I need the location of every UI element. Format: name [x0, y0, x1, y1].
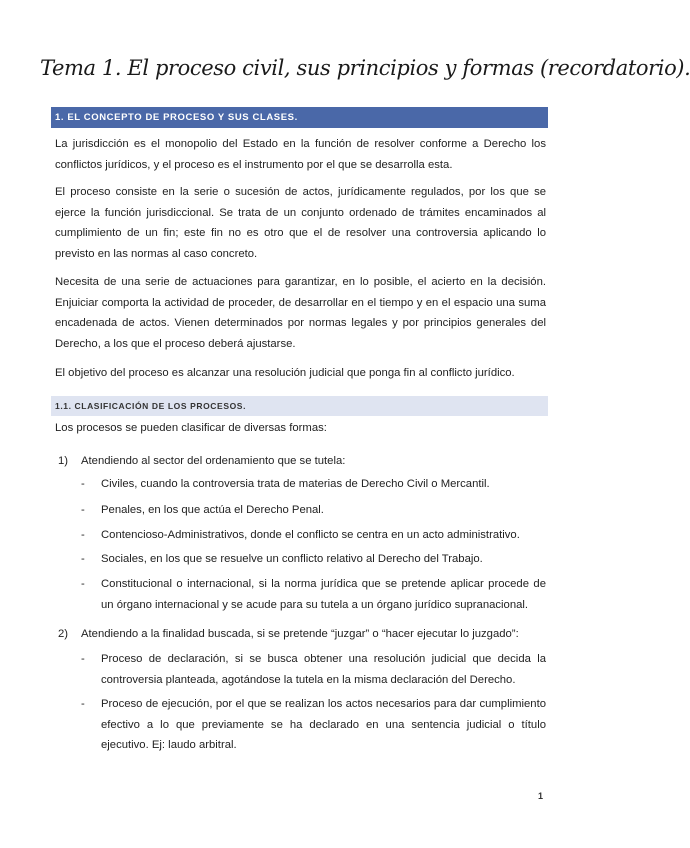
- paragraph-2: El proceso consiste en la serie o sucesión de actos, jurídicamente regulados, por los que se ejerce la función jurisdiccional. Se trata de un conjunto ordenado de trámites encaminados al cumplimiento de un fin; este fin no es otro que el de resolver una controversia aplicando lo previsto en las normas al caso concreto.: [55, 186, 546, 260]
- page-number: 1: [538, 791, 544, 801]
- bullet-marker: -: [81, 578, 85, 590]
- bullet-marker: -: [81, 478, 85, 490]
- bullet-marker: -: [81, 553, 85, 565]
- list-bullet: Civiles, cuando la controversia trata de materias de Derecho Civil o Mercantil.: [101, 478, 490, 490]
- paragraph-4: El objetivo del proceso es alcanzar una resolución judicial que ponga fin al conflicto jurídico.: [55, 367, 515, 379]
- list-bullet: Constitucional o internacional, si la norma jurídica que se pretende aplicar procede de un órgano internacional y se acude para su tutela a un órgano jurídico supranacional.: [101, 578, 546, 611]
- list-bullet: Sociales, en los que se resuelve un conflicto relativo al Derecho del Trabajo.: [101, 553, 483, 565]
- list-bullet: Penales, en los que actúa el Derecho Penal.: [101, 504, 324, 516]
- list-bullet: Proceso de ejecución, por el que se realizan los actos necesarios para dar cumplimiento efectivo a lo que previamente se ha declarado en una sentencia judicial o título ejecutivo. Ej: laudo arbitral.: [101, 698, 546, 751]
- bullet-marker: -: [81, 698, 85, 710]
- list-bullet: Contencioso-Administrativos, donde el conflicto se centra en un acto administrativo.: [101, 529, 520, 541]
- page-title: Tema 1. El proceso civil, sus principios y formas (recordatorio).: [40, 56, 690, 80]
- subsection-intro: Los procesos se pueden clasificar de diversas formas:: [55, 422, 327, 434]
- paragraph-1: La jurisdicción es el monopolio del Estado en la función de resolver conforme a Derecho los conflictos jurídicos, y el proceso es el instrumento por el que se desarrolla esta.: [55, 138, 546, 171]
- list-item-text: Atendiendo al sector del ordenamiento que se tutela:: [81, 455, 346, 467]
- list-bullet: Proceso de declaración, si se busca obtener una resolución judicial que decida la controversia planteada, agotándose la tutela en la misma declaración del Derecho.: [101, 653, 546, 686]
- section-heading: 1. EL CONCEPTO DE PROCESO Y SUS CLASES.: [51, 107, 548, 128]
- bullet-marker: -: [81, 529, 85, 541]
- list-item-number: 1): [58, 455, 69, 467]
- subsection-heading: 1.1. CLASIFICACIÓN DE LOS PROCESOS.: [51, 396, 548, 416]
- list-item-text: Atendiendo a la finalidad buscada, si se pretende “juzgar” o “hacer ejecutar lo juzgado”:: [81, 628, 519, 640]
- list-item-number: 2): [58, 628, 69, 640]
- bullet-marker: -: [81, 504, 85, 516]
- paragraph-3: Necesita de una serie de actuaciones para garantizar, en lo posible, el acierto en la decisión. Enjuiciar comporta la actividad de proceder, de desarrollar en el tiempo y en el espacio una suma encadenada de actos. Vienen determinados por normas legales y por principios generales del Derecho, a los que el proceso deberá ajustarse.: [55, 276, 546, 350]
- bullet-marker: -: [81, 653, 85, 665]
